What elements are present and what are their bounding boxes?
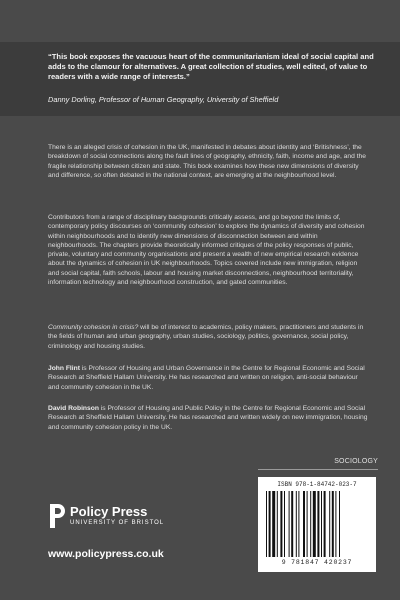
audience-text: will be of interest to academics, policy makers, practitioners and students in the fields of human and urban geography, urban studies, sociology, politics, governance, social policy, criminology and housing studies. [48, 324, 364, 350]
barcode-bars [266, 491, 368, 557]
barcode-bar [280, 491, 282, 557]
barcode [258, 477, 376, 572]
publisher-logo [48, 502, 168, 532]
publisher-name: Policy Press [70, 504, 148, 519]
publisher-subtitle: UNIVERSITY OF BRISTOL [70, 520, 165, 526]
barcode-bar [269, 491, 271, 557]
barcode-bar [324, 491, 326, 557]
divider [258, 469, 378, 470]
author-name-2: David Robinson [48, 405, 99, 412]
author-name-1: John Flint [48, 365, 80, 372]
policy-press-logo-icon [48, 502, 66, 530]
endorsement-attribution: Danny Dorling, Professor of Human Geography, University of Sheffield [48, 95, 279, 104]
barcode-bar [307, 491, 308, 557]
barcode-bar [332, 491, 334, 557]
author-bio-text-2: is Professor of Housing and Public Policy in the Centre for Regional Economic and Social Research at Sheffield Hallam University. He has researched and written widely on new immigration, housing and community cohesion policy in the UK. [48, 405, 368, 431]
publisher-url: www.policypress.co.uk [48, 548, 164, 560]
barcode-bar [339, 491, 340, 557]
isbn-label: ISBN 978-1-84742-023-7 [277, 481, 357, 488]
author-bio-1 [48, 364, 368, 392]
book-title: Community cohesion in crisis? [48, 324, 139, 331]
barcode-bar [284, 491, 285, 557]
author-bio-text-1: is Professor of Housing and Urban Governance in the Centre for Regional Economic and Social Research at Sheffield Hallam University. He has researched and written on religion, anti-social behaviour and community cohesion in the UK. [48, 365, 365, 391]
barcode-bar [310, 491, 311, 557]
barcode-bar [313, 491, 316, 557]
category-label: SOCIOLOGY [334, 458, 378, 465]
author-bio-2 [48, 404, 368, 432]
barcode-digits: 9 781847 420237 [281, 559, 353, 566]
blurb-paragraph-2: Contributors from a range of disciplinary backgrounds critically assess, and go beyond the limits of, contemporary policy discourses on ‘community cohesion’ to explore the dynamics of diversity and cohesion within neighbourhoods and to identify new dimensions of disconnection between and within neighbourhoods. The chapters provide theoretically informed critiques of the policy responses of public, private, voluntary and community organisations and present a wealth of new empirical research evidence about the dynamics of cohesion in UK neighbourhoods. Topics covered include new immigration, religion and social capital, faith schools, labour and housing market disconnections, neighbourhood territoriality, information technology and neighbourhood construction, and gated communities. [48, 214, 365, 287]
barcode-bar [266, 491, 267, 557]
barcode-bar [321, 491, 322, 557]
barcode-bar [335, 491, 336, 557]
barcode-bar [289, 491, 290, 557]
barcode-bar [298, 491, 299, 557]
barcode-bar [329, 491, 330, 557]
barcode-bar [303, 491, 305, 557]
endorsement-quote: “This book exposes the vacuous heart of the communitarianism ideal of social capital and adds to the clamour for alternatives. A great collection of studies, well edited, of value to readers with a wide range of interests.” [48, 52, 374, 81]
barcode-bar [272, 491, 275, 557]
barcode-bar [277, 491, 278, 557]
blurb-paragraph-3 [48, 323, 368, 351]
barcode-bar [296, 491, 297, 557]
barcode-bar [291, 491, 293, 557]
blurb-paragraph-1: There is an alleged crisis of cohesion in the UK, manifested in debates about identity and ‘Britishness’, the breakdown of social connections along the fault lines of geography, ethnicity, faith, income and age, and the fragile relationship between citizen and state. This book examines how these new dimensions of diversity and difference, so often debated in the national context, are emerging at the neighbourhood level. [48, 144, 366, 179]
barcode-bar [317, 491, 319, 557]
